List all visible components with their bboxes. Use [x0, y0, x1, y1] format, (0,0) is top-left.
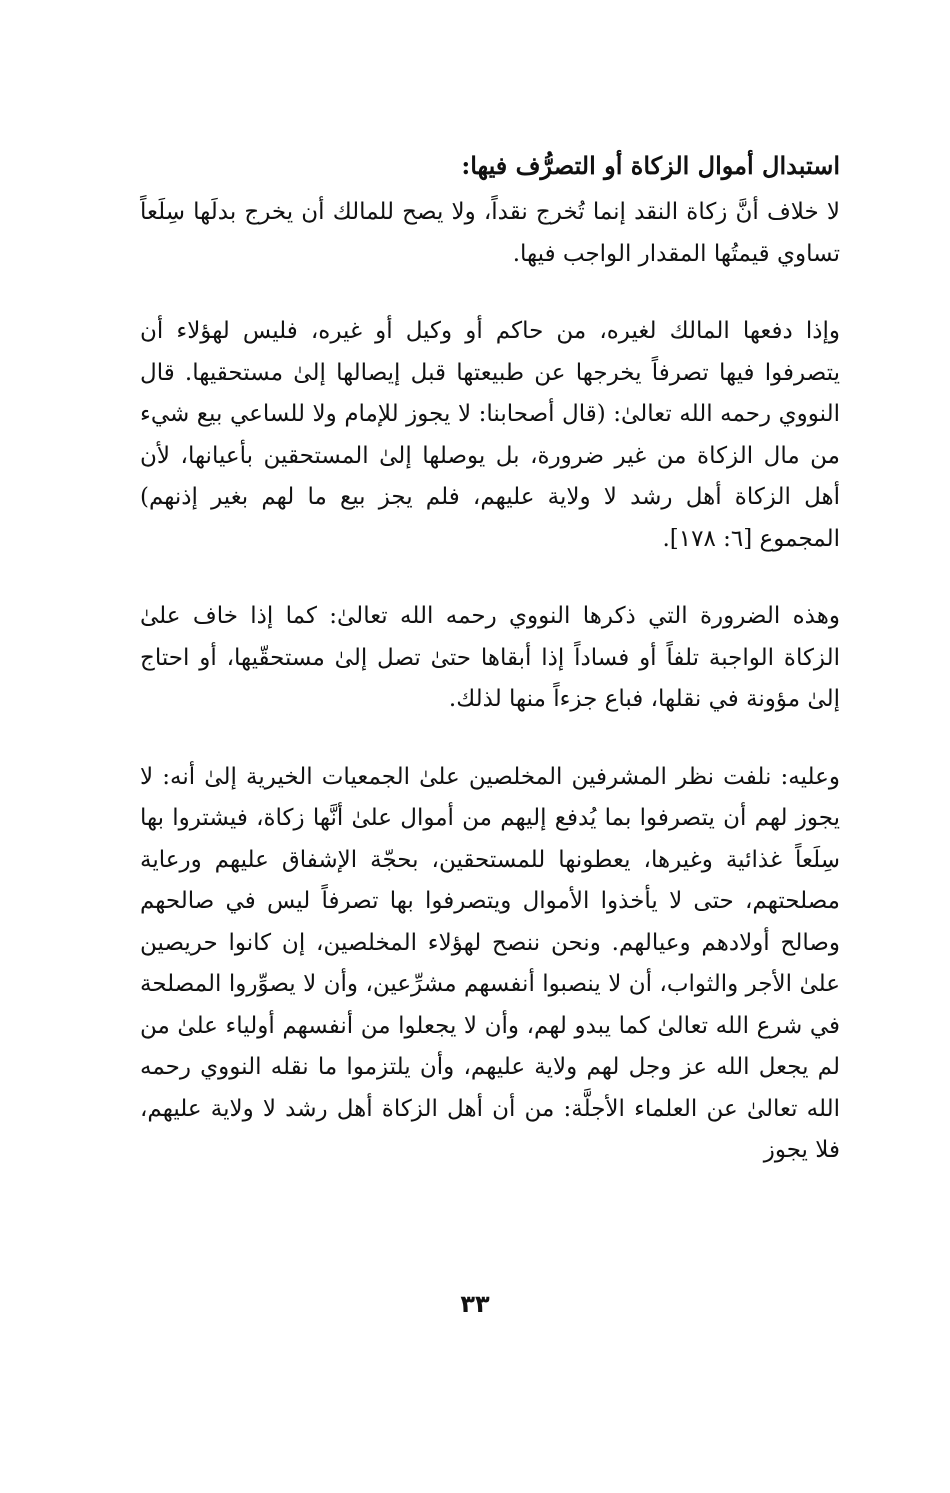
- paragraph-2: وإذا دفعها المالك لغيره، من حاكم أو وكيل أو غيره، فليس لهؤلاء أن يتصرفوا فيها تصرفاً يخرجها عن طبيعتها قبل إيصالها إلىٰ مستحقيها. قال النووي رحمه الله تعالىٰ: (قال أصحابنا: لا يجوز للإمام ولا للساعي بيع شيء من مال الزكاة من غير ضرورة، بل يوصلها إلىٰ المستحقين بأعيانها، لأن أهل الزكاة أهل رشد لا ولاية عليهم، فلم يجز بيع ما لهم بغير إذنهم) المجموع [٦: ١٧٨].: [140, 318, 841, 552]
- section-heading: استبدال أموال الزكاة أو التصرُّف فيها:: [461, 151, 840, 180]
- paragraph-1: لا خلاف أنَّ زكاة النقد إنما تُخرج نقداً، ولا يصح للمالك أن يخرج بدلَها سِلَعاً تساوي قيمتُها المقدار الواجب فيها.: [140, 199, 840, 267]
- paragraph-4: وعليه: نلفت نظر المشرفين المخلصين علىٰ الجمعيات الخيرية إلىٰ أنه: لا يجوز لهم أن يتصرفوا بما يُدفع إليهم من أموال علىٰ أنَّها زكاة، فيشتروا بها سِلَعاً غذائية وغيرها، يعطونها للمستحقين، بحجّة الإشفاق عليهم ورعاية مصلحتهم، حتى لا يأخذوا الأموال ويتصرفوا بها تصرفاً ليس في صالحهم وصالح أولادهم وعيالهم. ونحن ننصح لهؤلاء المخلصين، إن كانوا حريصين علىٰ الأجر والثواب، أن لا ينصبوا أنفسهم مشرِّعين، وأن لا يصوِّروا المصلحة في شرع الله تعالىٰ كما يبدو لهم، وأن لا يجعلوا من أنفسهم أولياء علىٰ من لم يجعل الله عز وجل لهم ولاية عليهم، وأن يلتزموا ما نقله النووي رحمه الله تعالىٰ عن العلماء الأجلَّة: من أن أهل الزكاة أهل رشد لا ولاية عليهم، فلا يجوز: [140, 763, 840, 1163]
- paragraph-3: وهذه الضرورة التي ذكرها النووي رحمه الله تعالىٰ: كما إذا خاف علىٰ الزكاة الواجبة تلفاً أو فساداً إذا أبقاها حتىٰ تصل إلىٰ مستحقّيها، أو احتاج إلىٰ مؤونة في نقلها، فباع جزءاً منها لذلك.: [140, 603, 840, 712]
- page-body: [140, 146, 840, 1172]
- page-number: ٣٣: [460, 1290, 490, 1318]
